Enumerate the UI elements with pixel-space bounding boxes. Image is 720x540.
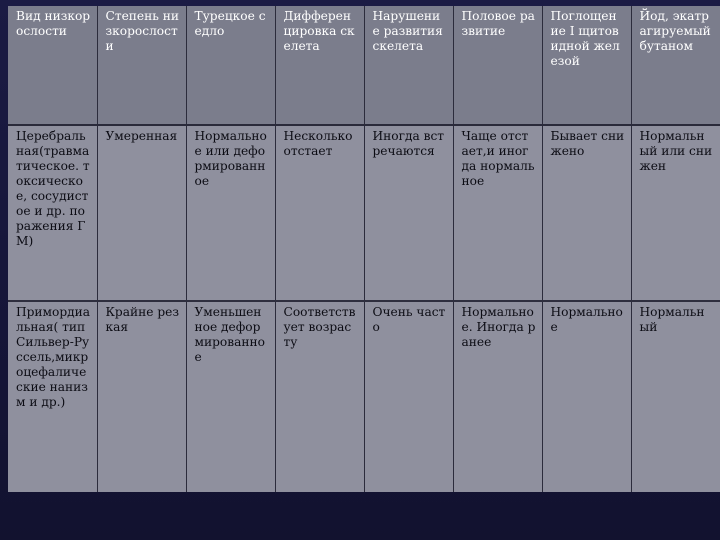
- table-cell: Несколько отстает: [275, 125, 364, 301]
- header-cell-absorption: Поглощение I щитовидной железой: [542, 6, 631, 125]
- table-cell: Умеренная: [97, 125, 186, 301]
- table-cell: Крайне резкая: [97, 301, 186, 492]
- header-cell-type: Вид низкорослости: [8, 6, 97, 125]
- table-cell: Чаще отстает,и иногда нормальное: [453, 125, 542, 301]
- slide-bottom-area: [0, 492, 720, 540]
- header-cell-differentiation: Дифференцировка скелета: [275, 6, 364, 125]
- header-cell-degree: Степень низкорослости: [97, 6, 186, 125]
- table-cell: Нормальный: [631, 301, 720, 492]
- table-cell: Нормальное. Иногда ранее: [453, 301, 542, 492]
- header-cell-sella: Турецкое седло: [186, 6, 275, 125]
- table-cell: Нормальное или деформированное: [186, 125, 275, 301]
- header-cell-iodine: Йод, экатрагируемый бутаном: [631, 6, 720, 125]
- table-cell: Бывает снижено: [542, 125, 631, 301]
- table-cell: Иногда встречаются: [364, 125, 453, 301]
- header-cell-disorder: Нарушение развития скелета: [364, 6, 453, 125]
- table-container: [8, 6, 720, 492]
- table-cell: Очень часто: [364, 301, 453, 492]
- table-header-row: [8, 6, 720, 125]
- table-cell: Примордиальная( тип Сильвер-Руссель,микроцефалические нанизм и др.): [8, 301, 97, 492]
- table-cell: Уменьшенное деформированное: [186, 301, 275, 492]
- header-cell-sexual: Половое развитие: [453, 6, 542, 125]
- table-cell: Соответствует возрасту: [275, 301, 364, 492]
- table-cell: Нормальный или снижен: [631, 125, 720, 301]
- table-cell: Церебральная(травматическое. токсическое, сосудистое и др. поражения ГМ): [8, 125, 97, 301]
- table-row: [8, 301, 720, 492]
- table-cell: Нормальное: [542, 301, 631, 492]
- table-row: [8, 125, 720, 301]
- data-table: [8, 6, 720, 492]
